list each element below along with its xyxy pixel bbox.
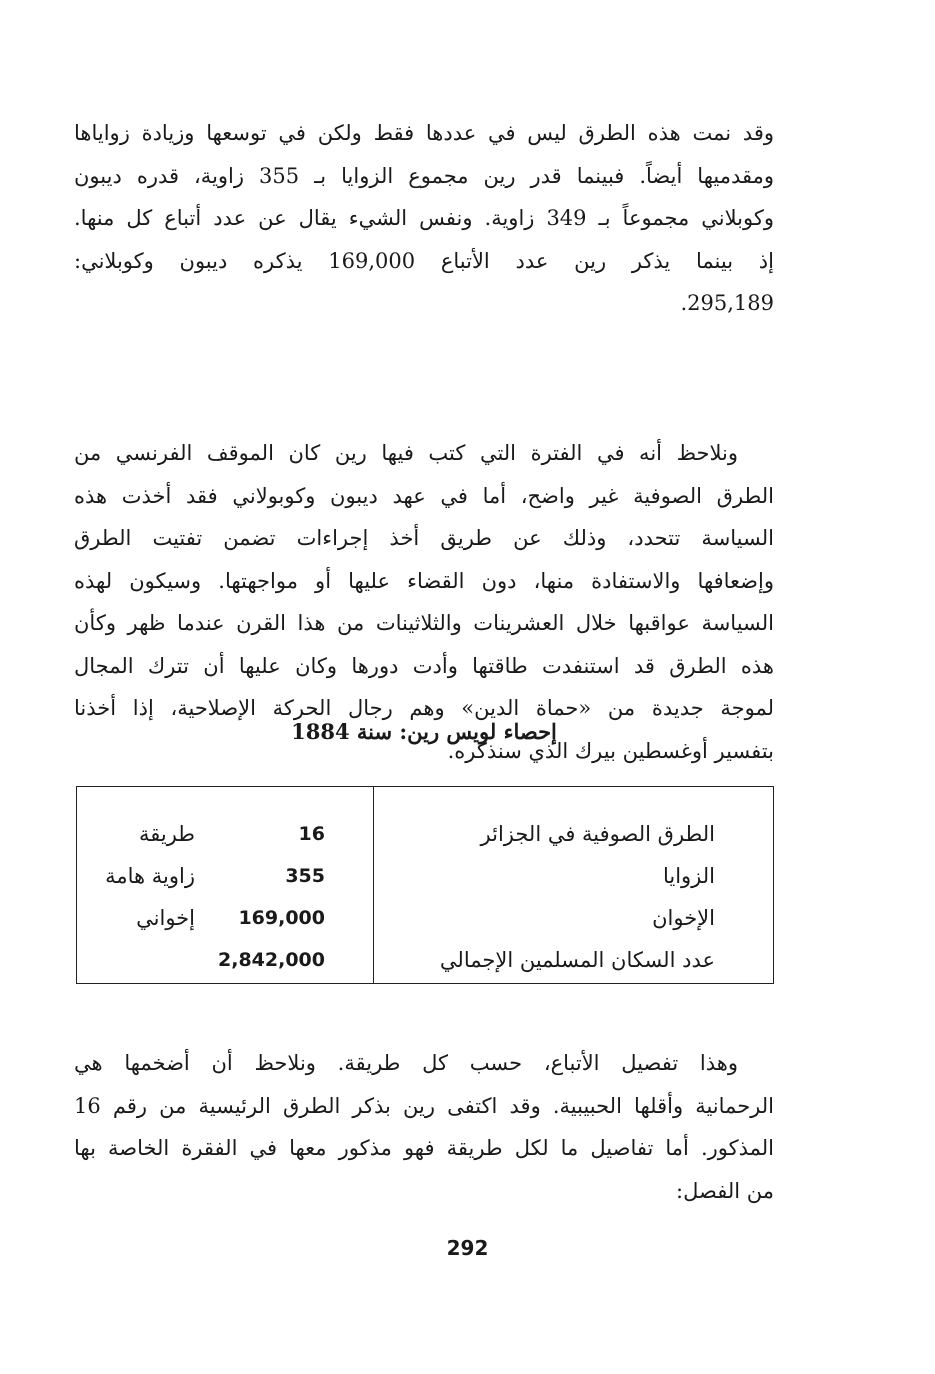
table-row-label: الطرق الصوفية في الجزائر (480, 822, 715, 846)
paragraph-line: وكوبلاني مجموعاً بـ 349 زاوية. ونفس الشيء يقال عن عدد أتباع كل منها. (74, 206, 774, 230)
table-row-value (77, 939, 325, 981)
statistics-table (76, 786, 774, 984)
paragraph-line: وهذا تفصيل الأتباع، حسب كل طريقة. ونلاحظ أن أضخمها هي (74, 1051, 738, 1075)
table-heading: إحصاء لويس رين: سنة 1884 (291, 719, 557, 744)
paragraph-3 (74, 1042, 774, 1212)
table-value-unit: زاوية هامة (105, 864, 195, 888)
paragraph-line: إذ بينما يذكر رين عدد الأتباع 169,000 يذكره ديبون وكوبلاني: (74, 248, 774, 273)
paragraph-line: ونلاحظ أنه في الفترة التي كتب فيها رين كان الموقف الفرنسي من (74, 441, 738, 465)
paragraph-1 (74, 112, 774, 325)
paragraph-line: بتفسير أوغسطين بيرك الذي سنذكره. (447, 738, 774, 763)
paragraph-line: من الفصل: (676, 1178, 774, 1203)
table-row-value (77, 897, 325, 939)
table-value-number: 2,842,000 (218, 949, 325, 971)
paragraph-line: المذكور. أما تفاصيل ما لكل طريقة فهو مذكور معها في الفقرة الخاصة بها (74, 1136, 774, 1160)
table-value-unit: طريقة (138, 822, 195, 846)
paragraph-line: هذه الطرق قد استنفدت طاقتها وأدت دورها وكان عليها أن تترك المجال (74, 653, 774, 678)
table-value-unit (195, 939, 215, 981)
paragraph-line: وقد نمت هذه الطرق ليس في عددها فقط ولكن في توسعها وزيادة زواياها (74, 121, 774, 145)
paragraph-line: وإضعافها والاستفادة منها، دون القضاء عليها أو مواجهتها. وسيكون لهذه (74, 568, 774, 593)
table-row-label: الزوايا (662, 864, 715, 888)
table-row-label: الإخوان (652, 906, 715, 930)
table-value-number: 355 (285, 865, 325, 887)
table-row-value (77, 855, 325, 897)
paragraph-line: 295,189. (680, 291, 774, 315)
paragraph-line: ومقدميها أيضاً. فبينما قدر رين مجموع الزوايا بـ 355 زاوية، قدره ديبون (74, 163, 774, 188)
table-value-number: 169,000 (238, 907, 325, 929)
paragraph-line: الرحمانية وأقلها الحبيبية. وقد اكتفى رين بذكر الطرق الرئيسية من رقم 16 (74, 1093, 774, 1118)
table-labels-column (373, 787, 773, 983)
table-values-column (77, 787, 373, 983)
table-value-unit: إخواني (136, 906, 195, 930)
table-row-value (77, 813, 325, 855)
table-value-number: 16 (298, 823, 325, 845)
paragraph-line: السياسة تتحدد، وذلك عن طريق أخذ إجراءات تضمن تفتيت الطرق (74, 526, 774, 550)
paragraph-line: السياسة عواقبها خلال العشرينات والثلاثينات من هذا القرن عندما ظهر وكأن (74, 611, 774, 635)
paragraph-line: لموجة جديدة من «حماة الدين» وهم رجال الحركة الإصلاحية، إذا أخذنا (74, 696, 774, 720)
table-row-label: عدد السكان المسلمين الإجمالي (439, 948, 715, 972)
page-number: 292 (446, 1236, 489, 1260)
paragraph-line: الطرق الصوفية غير واضح، أما في عهد ديبون وكوبولاني فقد أخذت هذه (74, 483, 774, 508)
